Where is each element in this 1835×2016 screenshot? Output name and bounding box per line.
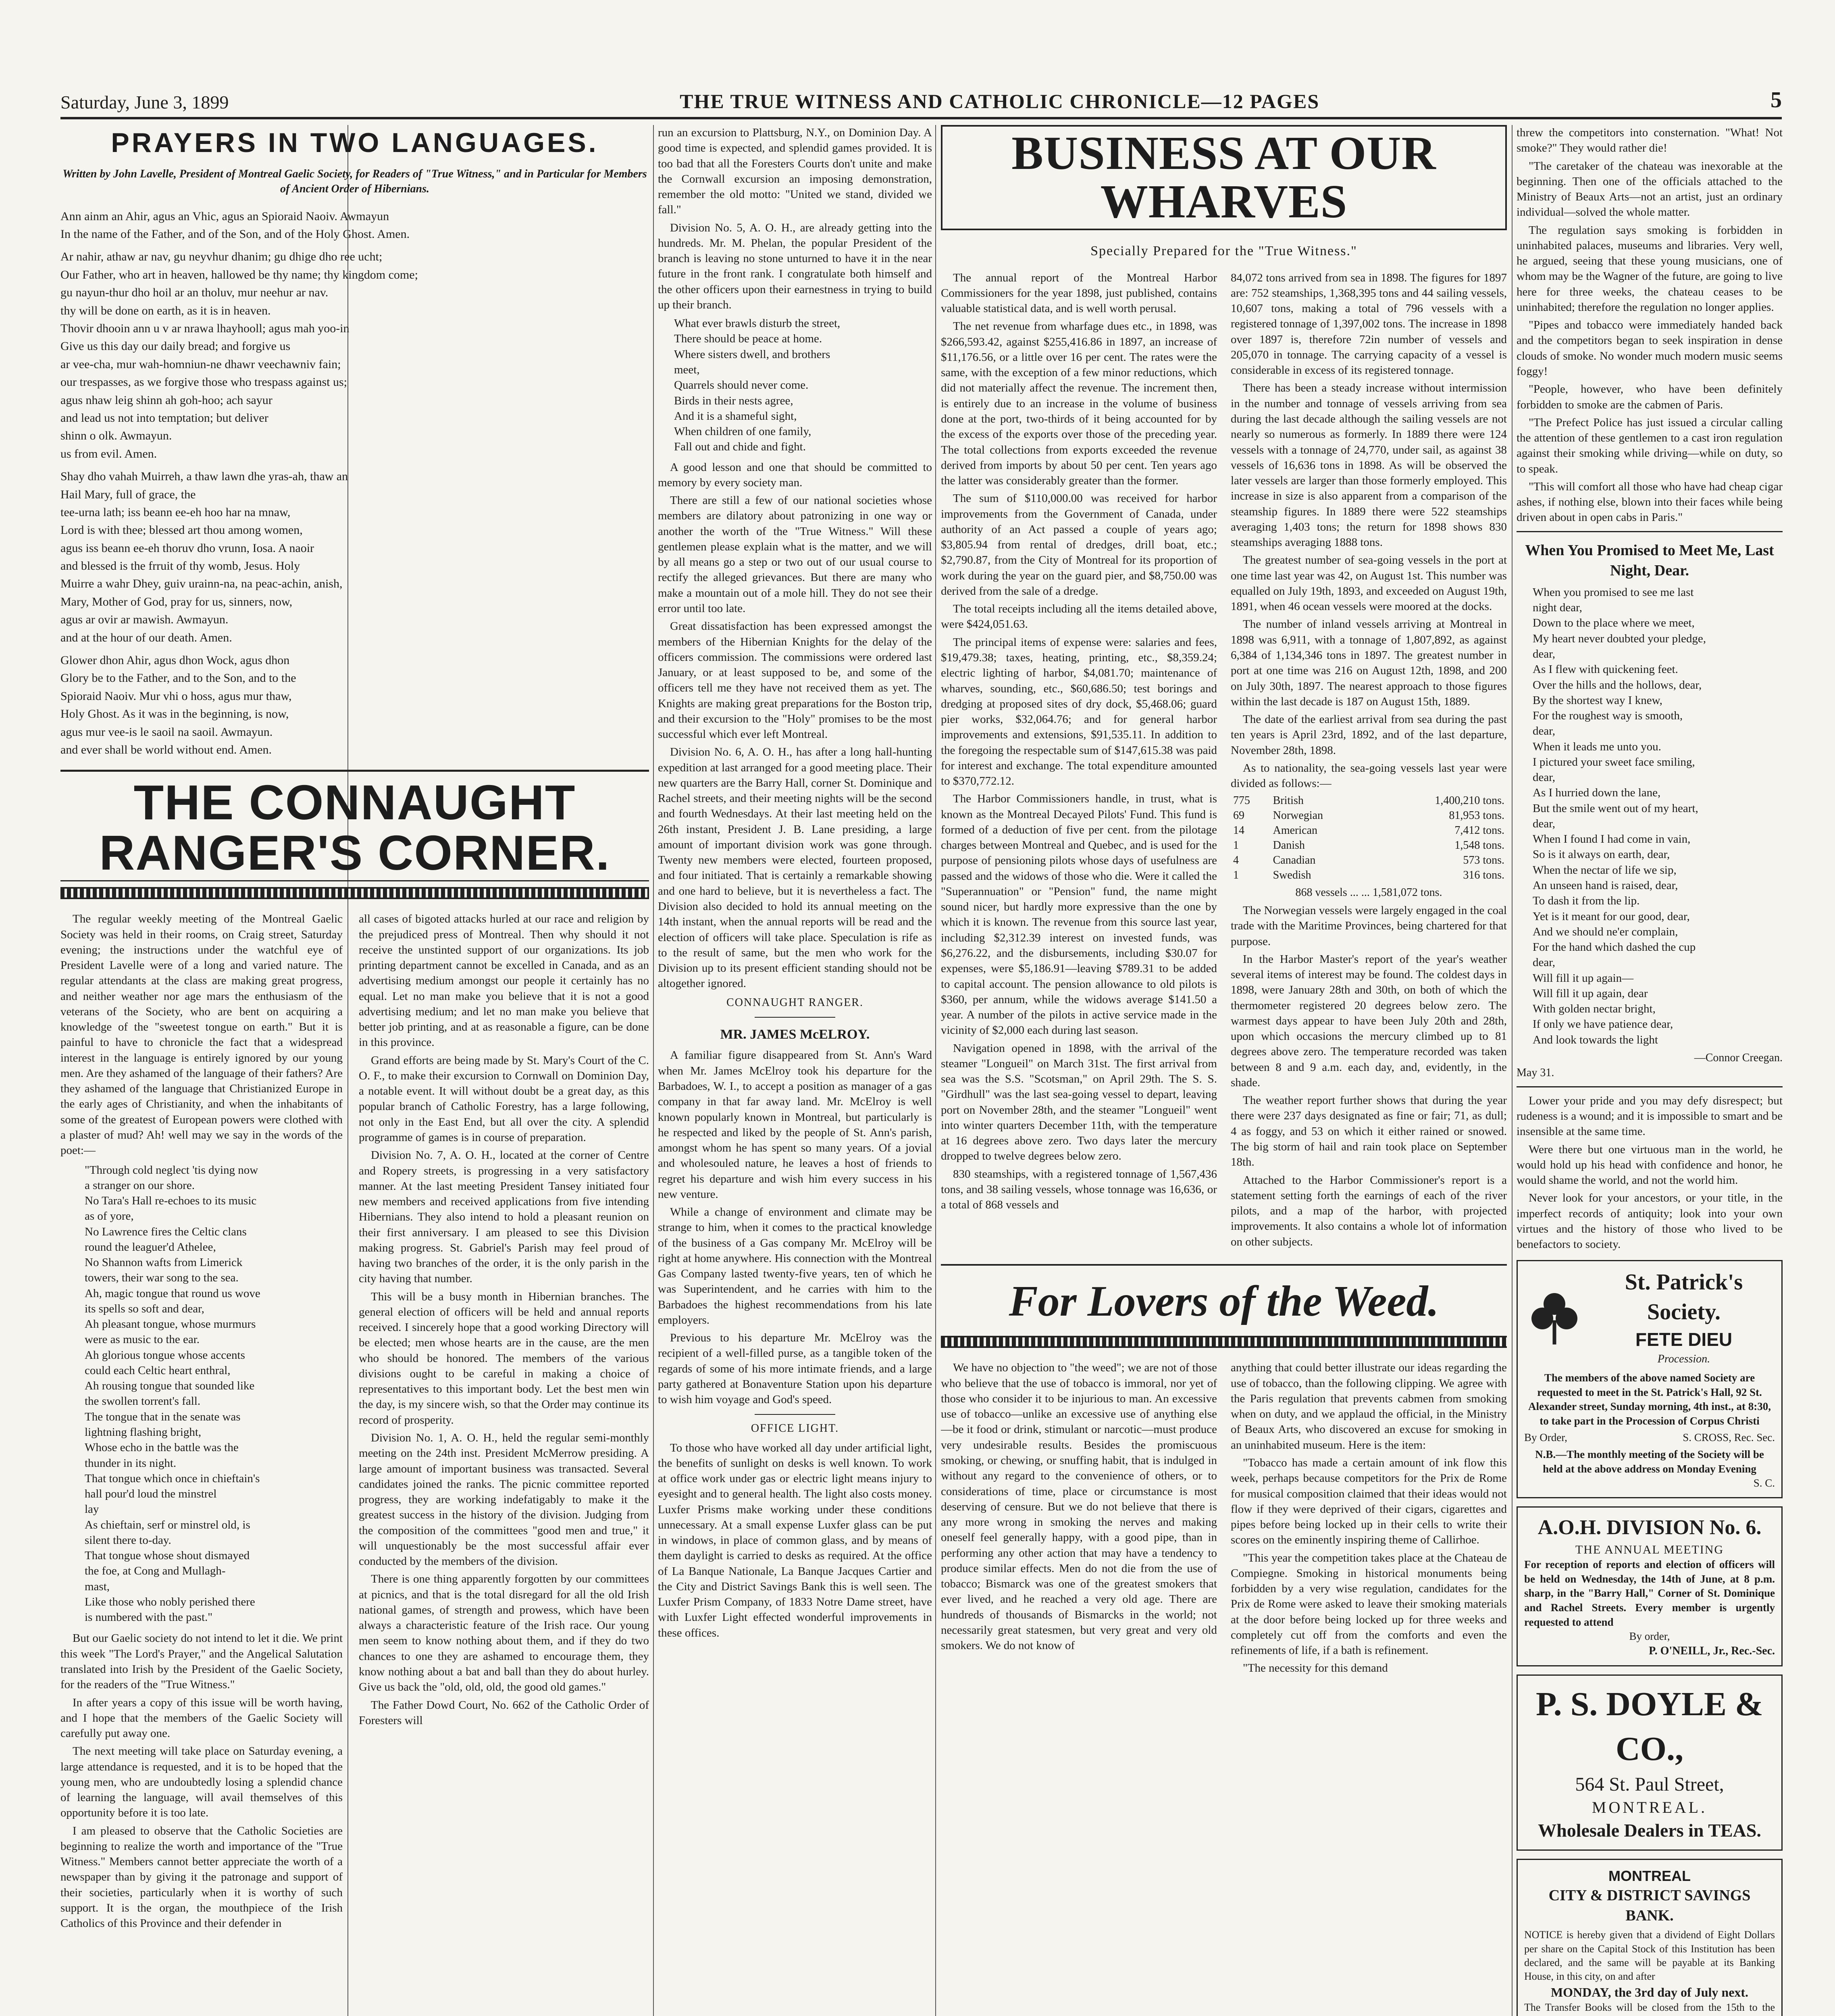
ornament-strip [60,887,649,899]
article-paragraph: A good lesson and one that should be committed to memory by every society man. [658,460,932,489]
table-cell: 7,412 tons. [1454,824,1504,837]
prayer-gaelic-line: gu nayun-thur dho hoil ar an tholuv, mur neehur ar nav. [60,286,329,300]
article-paragraph: Great dissatisfaction has been expressed amongst the members of the Hibernian Knights for the delay of the officers commission. The commissions were ordered last January, or at least supposed to be, and some of the officers tell me they have not received them as yet. The Knights are making great preparations for the Boston trip, and their excursion to the "Holy" promises to be the most successful which ever left Montreal. [658,620,932,741]
verse-line: round the leaguer'd Athelee, [85,1240,216,1254]
verse-line: its spells so soft and dear, [85,1302,204,1315]
verse-line: As I flew with quickening feet. [1533,663,1678,676]
weed-title: For Lovers of the Weed. [1009,1277,1439,1325]
aoh-signature: P. O'NEILL, Jr., Rec.-Sec. [1649,1644,1775,1657]
verse-line: As chieftain, serf or minstrel old, is [85,1518,250,1531]
verse-block [658,316,932,454]
prayer-gaelic-line: Muirre a wahr Dhey, guiv urainn-na, na peac-achin, anish, [60,577,343,591]
shamrock-icon [1524,1287,1585,1347]
table-row [1231,793,1507,808]
article-paragraph: The weather report further shows that during the year there were 237 days designated as fine or fair; 71, as dull; 4 as foggy, and 53 on which it either rained or snowed. The big storm of hail and rain took place on September 18th. [1231,1094,1507,1169]
verse-line: dear, [1533,648,1555,661]
table-cell: 573 tons. [1463,854,1504,867]
article-paragraph: Previous to his departure Mr. McElroy was the recipient of a well-filled purse, as a tangible token of the regards of some of his more intimate friends, and a large party gathered at Bonaventure Station upon his departure to wish him voyage and God's speed. [658,1331,932,1406]
column-rule [1512,125,1513,2016]
article-paragraph: The Father Dowd Court, No. 662 of the Catholic Order of Foresters will [359,1698,649,1727]
verse-line: dear, [1533,771,1555,784]
verse-line: What ever brawls disturb the street, [674,317,841,330]
verse-line: And we should ne'er complain, [1533,925,1678,938]
prayer-gaelic-line: agus ar ovir ar mawish. Awmayun. [60,613,229,627]
verse-line: Will fill it up again— [1533,971,1634,985]
weed-right [1231,1360,1507,1678]
table-row [1231,838,1507,853]
article-paragraph: Division No. 6, A. O. H., has after a long hall-hunting expedition at last arranged for a good meeting place. Their new quarters are the Barry Hall, corner St. Dominique and Rachel streets, and their meeting nights will be the second and fourth Wednesdays. At their last meeting held on the 26th instant, President J. B. Lane presiding, a large amount of important division work was gone through. Twenty new members were elected, fourteen proposed, and four initiated. That is certainly a remarkable showing and one hard to believe, but it is nevertheless a fact. The Division also decided to hold its annual meeting on the 14th instant, when the annual reports will be read and the election of officers will take place. Speculation is rife as to the result of same, but the men who work for the Division up to its present efficient standing should not be altogether ignored. [658,746,932,990]
article-paragraph: "Tobacco has made a certain amount of ink flow this week, perhaps because competitors for the Prix de Rome for musical composition claimed that their ideas would not flow if they were deprived of their cigars, cigarettes and pipes before being locked up in their cells to write their scores on the eminently inspiring theme of Callirhoe. [1231,1456,1507,1547]
wharves-right [1231,270,1507,1252]
verse-line: And look towards the light [1533,1033,1658,1046]
table-cell: Swedish [1273,869,1311,882]
article-paragraph: There is one thing apparently forgotten by our committees at picnics, and that is the total disregard for all the old Irish national games, of strength and prowess, which have been always a characteristic feature of the Irish race. Our young men seem to know nothing about them, and if they do two chances to one they are ashamed to encourage them, they know nothing about a bat and ball than they do about hurley. Give us back the "old, old, old, the good old games." [359,1572,649,1694]
verse-line: hall pour'd loud the minstrel [85,1487,217,1501]
column-rule [653,125,654,2016]
doyle-name: P. S. DOYLE & CO., [1535,1685,1763,1768]
verse-line: Where sisters dwell, and brothers [674,348,830,361]
prayers-byline: Written by John Lavelle, President of Montreal Gaelic Society, for Readers of "True Witness," and in Particular for Members of Ancient Order of Hibernians. [62,167,647,195]
article-paragraph: anything that could better illustrate our ideas regarding the use of tobacco, than the following clipping. We agree with the Paris regulation that prevents cabmen from smoking when on duty, and we applaud the official, in the Ministry of Beaux Arts, who discovered an excuse for smoking in an uninhabited museum. Here is the item: [1231,1361,1507,1452]
connaught-poem [69,1162,343,1625]
table-cell: British [1273,794,1304,807]
verse-line: By the shortest way I knew, [1533,694,1662,707]
article-paragraph: "Pipes and tobacco were immediately handed back and the competitors began to seek inspiration in dense clouds of smoke. No wonder much modern music seems foggy! [1517,319,1783,378]
paper-title: THE TRUE WITNESS AND CATHOLIC CHRONICLE—12 PAGES [680,90,1320,112]
table-cell: 81,953 tons. [1449,809,1504,822]
connaught-left [60,911,343,1933]
secretary: S. CROSS, Rec. Sec. [1683,1431,1775,1444]
table-cell: 1 [1233,839,1239,852]
prayer-english-line: and lead us not into temptation; but deliver [60,411,268,425]
table-row [1231,868,1507,883]
prayer-english-line: and ever shall be world without end. Amen. [60,743,272,756]
article-paragraph: run an excursion to Plattsburg, N.Y., on Dominion Day. A good time is expected, and splendid games provided. It is too bad that all the Foresters Courts don't unite and make the Cornwall excursion an imposing demonstration, remember the old motto: "United we stand, divided we fall." [658,126,932,217]
verse-line: a stranger on our shore. [85,1179,195,1192]
weed-left [941,1360,1217,1678]
prayer-english-line: Holy Ghost. As it was in the beginning, is now, [60,707,289,721]
bank-text: NOTICE is hereby given that a dividend of Eight Dollars per share on the Capital Stock of this Institution has been declared, and the same will be payable at its Banking House, in this city, on and after [1524,1929,1775,1983]
society-name: St. Patrick's Society. [1625,1270,1743,1325]
bank-text2: The Transfer Books will be closed from the 15th to the [1524,2001,1775,2013]
poem-title: When You Promised to Meet Me, Last Night, Dear. [1525,541,1774,579]
verse-line: the swollen torrent's fall. [85,1395,201,1408]
article-paragraph: "This year the competition takes place at the Chateau de Compiegne. Smoking in historical monuments being forbidden by a very wise regulation, candidates for the Prix de Rome were asked to leave their smoking materials at the door before being locked up for three weeks and completely cut off from the comforts and even the refinements of life, if a bath is refinement. [1231,1551,1507,1657]
verse-line: Birds in their nests agree, [674,394,793,407]
verse-line: If only we have patience dear, [1533,1018,1673,1031]
verse-line: is numbered with the past." [85,1611,213,1624]
verse-line: When the nectar of life we sip, [1533,863,1677,877]
verse-line: For the hand which dashed the cup [1533,941,1696,954]
nationality-table [1231,793,1507,883]
table-cell: Norwegian [1273,809,1323,822]
article-paragraph: all cases of bigoted attacks hurled at our race and religion by the prejudiced press of Montreal. Then why should it not receive the unstinted support of our organizations. Its job printing department cannot be excelled in Canada, and as an advertising medium amongst our people it certainly has no equal. Let no man make you believe that it is not a good advertising medium; and let no man make you believe that better job printing, and at as reasonable a figure, can be done in this province. [359,912,649,1049]
article-paragraph: To those who have worked all day under artificial light, the benefits of sunlight on desks is well known. To work at office work under gas or electric light means injury to eyesight and to general health. The light also costs money. Luxfer Prisms make working under these conditions unnecessary. At a small expense Luxfer glass can be put in windows, in place of common glass, and by means of them daylight is carried to desks as required. At the office of La Banque Nationale, La Banque Jacques Cartier and the City and District Savings Bank this is well seen. The Luxfer Prism Company, of 1833 Notre Dame street, have with Luxfer Light effected wonderful improvements in these offices. [658,1441,932,1639]
verse-line: Fall out and chide and fight. [674,440,806,454]
bank-date: MONDAY, the 3rd day of July next. [1550,1985,1749,1999]
prayer-gaelic-line: tee-urna lath; iss beann ee-eh hoo har na mnaw, [60,505,291,519]
st-patricks-ad [1517,1260,1783,1498]
verse-line: I pictured your sweet face smiling, [1533,755,1695,768]
prayer-gaelic-line: ar vee-cha, mur wah-homniun-ne dhawr veechawniv fain; [60,357,341,371]
article-paragraph: 84,072 tons arrived from sea in 1898. The figures for 1897 are: 752 steamships, 1,368,395 tons and 44 sailing vessels, 10,607 tons, making a total of 796 vessels with a registered tonnage of 1,397,002 tons. The increase in 1898 over 1897 is, therefore 72in number of vessels and 205,070 in tonnage. The carrying capacity of a vessel is considerable in excess of its registered tonnage. [1231,271,1507,377]
doyle-ad [1517,1674,1783,1851]
verse-line: No Tara's Hall re-echoes to its music [85,1194,257,1208]
article-paragraph: Lower your pride and you may defy disrespect; but rudeness is a wound; and it is impossible to smart and be insensible at the same time. [1517,1094,1783,1138]
verse-line: were as music to the ear. [85,1333,200,1346]
table-cell: Canadian [1273,854,1316,867]
left-block [60,125,649,2016]
prayer-english-line: Hail Mary, full of grace, the [60,487,196,501]
verse-line: Quarrels should never come. [674,379,809,392]
article-paragraph: Never look for your ancestors, or your title, in the imperfect records of antiquity; look into your own virtues and the history of those who lived to be benefactors to society. [1517,1191,1783,1251]
verse-line: No Shannon wafts from Limerick [85,1256,243,1269]
article-paragraph: In after years a copy of this issue will be worth having, and I hope that the members of the Gaelic Society will carefully put away one. [60,1696,343,1740]
prayer-english-line: Mary, Mother of God, pray for us, sinners, now, [60,595,293,608]
verse-line: Whose echo in the battle was the [85,1441,239,1454]
verse-line: as of yore, [85,1210,134,1223]
article-paragraph: I am pleased to observe that the Catholic Societies are beginning to realize the worth and importance of the "True Witness." Members cannot better appreciate the worth of a newspaper than by giving it the patronage and support of their societies, particularly when it is worthy of such support. It is the organ, the mouthpiece of the Irish Catholics of this Province and their defender in [60,1824,343,1930]
table-cell: Danish [1273,839,1305,852]
article-paragraph: The sum of $110,000.00 was received for harbor improvements from the Government of Canada, under authority of an Act passed a couple of years ago; $3,805.94 from rental of dredges, drill boat, etc.; $2,790.87, from the City of Montreal for its proportion of work during the year on the guard pier, and $8,750.00 was derived from the sale of a dredge. [941,492,1217,598]
issue-date: Saturday, June 3, 1899 [60,92,229,112]
article-paragraph: There are still a few of our national societies whose members are dilatory about patronizing in one way or another the worth of the "True Witness." Will these gentlemen please explain what is the matter, and we will by all means go a step or two out of our usual course to rectify the alleged grievances. But there are many who make a mountain out of a mole hill. They do not see their error until too late. [658,494,932,615]
prayer-gaelic-line: shinn o olk. Awmayun. [60,429,172,443]
prayer-gaelic-line: agus nhaw leig shinn ah goh-hoo; ach sayur [60,393,273,407]
prayer-english-line: Lord is with thee; blessed art thou among women, [60,523,303,537]
prayer-english-line: Give us this day our daily bread; and forgive us [60,339,291,353]
article-paragraph: As to nationality, the sea-going vessels last year were divided as follows:— [1231,761,1507,790]
table-row [1231,823,1507,838]
article-paragraph: Division No. 7, A. O. H., located at the corner of Centre and Ropery streets, is progressing in a very satisfactory manner. At the last meeting President Tansey initiated four new members and received applications from five intending Hibernians. They also intend to hold a pleasant reunion on their first anniversary. I am pleased to see this Division making progress. St. Gabriel's Parish may feel proud of having two branches of the order, it is the only parish in the city having that number. [359,1149,649,1285]
wharves-subtitle: Specially Prepared for the "True Witness." [1090,243,1357,258]
connaught-title: THE CONNAUGHT RANGER'S CORNER. [99,775,610,880]
article-paragraph: But our Gaelic society do not intend to let it die. We print this week "The Lord's Prayer," and the Angelical Salutation translated into Irish by the President of the Gaelic Society, for the readers of the "True Witness." [60,1632,343,1691]
verse-line: Ah glorious tongue whose accents [85,1348,245,1362]
doyle-line: Wholesale Dealers in TEAS. [1538,1820,1761,1841]
prayer-lines [60,209,649,758]
prayer-gaelic-line: agus iss beann ee-eh thoruv dho vrunn, Iosa. A naoir [60,541,314,555]
prayer-english-line: In the name of the Father, and of the Son, and of the Holy Ghost. Amen. [60,227,410,241]
article-paragraph: Were there but one virtuous man in the world, he would hold up his head with confidence and honor, he would shame the world, and not the world him. [1517,1143,1783,1187]
column-rule [935,125,936,2016]
verse-line: When it leads me unto you. [1533,740,1661,753]
article-paragraph: The regulation says smoking is forbidden in uninhabited palaces, museums and libraries. Very well, he argued, seeing that these young musicians, one of whom may be the Wagner of the future, are going to live here for three weeks, the chateau ceases to be uninhabited; therefore the regulation no longer applies. [1517,223,1783,314]
article-paragraph: This will be a busy month in Hibernian branches. The general election of officers will be held and annual reports received. I sincerely hope that a good working Directory will be elected; men whose hearts are in the cause, are the men who should be honored. The members of the various divisions ought to be careful in making a choice of representatives to this important body. Let the best men win the day, is my sincere wish, so that the Order may continue its record of prosperity. [359,1290,649,1427]
obituary-title: MR. JAMES McELROY. [720,1027,870,1042]
table-cell: 775 [1233,794,1250,807]
article-paragraph: The regular weekly meeting of the Montreal Gaelic Society was held in their rooms, on Craig street, Saturday evening; the instructions under the watchful eye of President Lavelle were of a long and varied nature. The regular attendants at the class are making great progress, and neither weather nor age mars the enthusiasm of the veterans of the Society, who are bent on acquiring a knowledge of the "sweetest tongue on earth." But it is painful to have to chronicle the fact that a widespread interest in the language is entirely ignored by our young men. Are they ashamed of the language of their fathers? Are they ashamed of the language that Christianized Europe in the early ages of Christianity, and when the inhabitants of some of the greatest of European powers were clothed with a plaster of mud? Ah! well may we say in the words of the poet:— [60,912,343,1157]
verse-line: silent there to-day. [85,1533,171,1547]
table-cell: American [1273,824,1317,837]
verse-line: towers, their war song to the sea. [85,1271,239,1285]
article-paragraph: threw the competitors into consternation. "What! Not smoke?" They would rather die! [1517,126,1783,155]
page-number: 5 [1771,87,1782,112]
article-paragraph: "The Prefect Police has just issued a circular calling the attention of these gentlemen to a cast iron regulation against their smoking while driving—while on duty, so to speak. [1517,416,1783,475]
ornament-strip [941,1336,1507,1348]
verse-line: When I found I had come in vain, [1533,833,1691,846]
article-paragraph: "The caretaker of the chateau was inexorable at the beginning. Then one of the officials attached to the Ministry of Beaux Arts—not an artist, just an ordinary individual—solved the whole matter. [1517,159,1783,219]
verse-line: Ah pleasant tongue, whose murmurs [85,1318,256,1331]
verse-line: lay [85,1503,99,1516]
prayer-english-line: thy will be done on earth, as it is in heaven. [60,304,271,317]
article-paragraph: In the Harbor Master's report of the year's weather several items of interest may be found. The coldest days in 1898, were January 28th and 30th, on both of which the thermometer registered 20 degrees below zero. The warmest days appear to have been July 20th and 28th, upon which occasions the mercury climbed up to 81 degrees above zero. The temperature recorded was taken between 8 and 9 a.m. each day, and, evidently, in the shade. [1231,952,1507,1089]
aoh-order: By order, [1629,1630,1670,1643]
verse-line: Down to the place where we meet, [1533,616,1695,630]
prayer-gaelic-line: Spioraid Naoiv. Mur vhi o hoss, agus mur thaw, [60,689,292,703]
verse-line: could each Celtic heart enthral, [85,1364,231,1377]
verse-line: For the roughest way is smooth, [1533,709,1683,723]
table-cell: 1,548 tons. [1454,839,1504,852]
verse-line: And it is a shameful sight, [674,409,797,423]
prayer-english-line: and at the hour of our death. Amen. [60,631,232,644]
aoh-text: For reception of reports and election of officers will be held on Wednesday, the 14th of June, at 8 p.m. sharp, in the "Barry Hall," Corner of St. Dominique and Rachel Streets. Every member is urgently requested to attend [1524,1558,1775,1628]
verse-line: No Lawrence fires the Celtic clans [85,1225,247,1238]
ad-text: The members of the above named Society are requested to meet in the St. Patrick's Hall, 92 St. Alexander street, Sunday morning, 4th inst., at 8:30, to take part in the Procession of Corpus Christi [1528,1371,1771,1427]
connaught-right [359,911,649,1933]
article-paragraph: "This will comfort all those who have had cheap cigar ashes, if nothing else, blown into their faces while being driven about in open cabs in Paris." [1517,480,1783,524]
bank-ad [1517,1859,1783,2016]
prayer-gaelic-line: Thovir dhooin ann u v ar nrawa lhayhooll; agus mah yoo-in [60,322,350,335]
ad-signature: S. C. [1753,1477,1775,1489]
aoh-subtitle: THE ANNUAL MEETING [1575,1543,1724,1556]
table-cell: 69 [1233,809,1244,822]
fete-dieu: FETE DIEU [1635,1329,1733,1350]
article-paragraph: The net revenue from wharfage dues etc., in 1898, was $266,593.42, against $255,416.86 in 1897, an increase of $11,176.56, or a little over 16 per cent. The rates were the same, with the exception of a few minor reductions, which did not materially affect the revenue. The increment then, is entirely due to an increase in the volume of business done at the port, two-thirds of it being accounted for by the excess of the exports over those of the preceding year. The total collections from exports exceeded the revenue derived from imports by about 50 per cent. Ten years ago the latter was considerably greater than the former. [941,320,1217,487]
verse-line: Ah rousing tongue that sounded like [85,1379,255,1393]
prayer-english-line: and blessed is the frruit of thy womb, Jesus. Holy [60,559,300,573]
prayer-english-line: us from evil. Amen. [60,447,157,460]
doyle-address: 564 St. Paul Street, [1575,1773,1724,1795]
verse-line: Will fill it up again, dear [1533,987,1648,1000]
verse-line: Ah, magic tongue that round us wove [85,1287,260,1300]
table-cell: 316 tons. [1463,869,1504,882]
verse-line: That tongue whose shout dismayed [85,1549,250,1562]
by-order: By Order, [1524,1431,1567,1444]
columns-4-5 [941,125,1507,2016]
verse-line: dear, [1533,725,1555,738]
article-paragraph: The next meeting will take place on Saturday evening, a large attendance is requested, and it is to be hoped that the young men, who are undoubtedly losing a splendid chance of learning the language, will avail themselves of this opportunity before it is too late. [60,1745,343,1820]
masthead [60,81,1782,119]
wharves-title: BUSINESS AT OUR WHARVES [1011,127,1436,228]
office-light-title: OFFICE LIGHT. [751,1422,839,1435]
article-paragraph: A familiar figure disappeared from St. Ann's Ward when Mr. James McElroy took his departure for the Barbadoes, W. I., to accept a position as manager of a gas company in that far away land. Mr. McElroy is well known popularly known in Montreal, but particularly is he respected and liked by the people of St. Ann's parish, amongst whom he has spent so many years. Of a jovial and wholesouled nature, he leaves a host of friends to regret his departure and wish him every success in his new venture. [658,1049,932,1201]
verse-line: night dear, [1533,601,1582,614]
verse-line: With golden nectar bright, [1533,1002,1656,1016]
verse-line: thunder in its night. [85,1456,177,1470]
article-paragraph: The number of inland vessels arriving at Montreal in 1898 was 6,911, with a tonnage of 1,807,892, as against 6,384 of 1,134,346 tons in 1897. The greatest number in port at one time was 216 on August 12th, 1898, and 200 on July 30th, 1897. The nearest approach to those figures within the last decade is 187 on August 15th, 1889. [1231,618,1507,708]
prayer-gaelic-line: Glower dhon Ahir, agus dhon Wock, agus dhon [60,654,290,667]
article-paragraph: Attached to the Harbor Commissioner's report is a statement setting forth the earnings of each of the river pilots, and a map of the harbor, with projected improvements. It also contains a whole lot of information on other subjects. [1231,1173,1507,1248]
article-paragraph: The total receipts including all the items detailed above, were $424,051.63. [941,602,1217,631]
article-paragraph: The date of the earliest arrival from sea during the past ten years is April 23rd, 1892, and of the last departure, November 28th, 1898. [1231,713,1507,757]
prayer-english-line: Our Father, who art in heaven, hallowed be thy name; thy kingdom come; [60,268,418,281]
article-paragraph: Navigation opened in 1898, with the arrival of the steamer "Longueil" on March 31st. The first arrival from sea was the S.S. "Scotsman," on April 29th. The S. S. "Girdhull" was the last sea-going vessel to depart, leaving port on November 28th, and the steamer "Longueil" went into winter quarters December 11th, with the temperature at 16 degrees above zero. Two days later the mercury dropped to twelve degrees below zero. [941,1041,1217,1163]
aoh-ad [1517,1506,1783,1666]
verse-line: When you promised to see me last [1533,585,1694,599]
verse-line: Over the hills and the hollows, dear, [1533,678,1702,691]
nationality-total: 868 vessels ... ... 1,581,072 tons. [1295,886,1442,899]
poem-date: May 31. [1517,1066,1554,1079]
verse-line: So is it always on earth, dear, [1533,848,1670,861]
article-paragraph: The Harbor Commissioners handle, in trust, what is known as the Montreal Decayed Pilots' Fund. This fund is formed of a deduction of five per cent. from the pilotage charges between Montreal and Quebec, and is used for the purpose of pensioning pilots whose days of usefulness are passed and the widows of those who die. Were it called the "Superannuation" or "Pension" fund, the name might sound nicer, but hardly more expressive than the one by which it is known. The revenue from this source last year, including $2,312.39 interest on invested funds, was $6,276.22, and the disbursements, including $30.07 for expenses, were $5,186.91—leaving $789.31 to be added to capital account. The pension allowance to old pilots is $360, per annum, while the widows average $141.50 a year. A number of the pilots in active service made in the vicinity of $2,000 each during last season. [941,792,1217,1037]
verse-line: Like those who nobly perished there [85,1595,255,1608]
article-paragraph: The principal items of expense were: salaries and fees, $19,479.38; taxes, heating, printing, etc., $8,359.24; electric lighting of harbor, $4,081.70; maintenance of wharves, sounding, etc., $60,686.50; test borings and dredging at proposed sites of dry dock, $5,468.06; guard pier works, $32,064.76; and for general harbor improvements and extensions, $91,535.11. In addition to the foregoing the respectable sum of $147,615.38 was paid for interest and exchange. The total expenditure amounted to $370,772.12. [941,635,1217,788]
article-paragraph: The annual report of the Montreal Harbor Commissioners for the year 1898, just published, contains valuable statistical data, and is well worth perusal. [941,271,1217,315]
table-cell: 1 [1233,869,1239,882]
verse-line: There should be peace at home. [674,332,822,346]
article-paragraph: The greatest number of sea-going vessels in the port at one time last year was 42, on August 1st. This number was equalled on July 19th, 1893, and exceeded on August 19th, 1891, when 46 ocean vessels were moored at the docks. [1231,554,1507,613]
verse-line: "Through cold neglect 'tis dying now [85,1163,258,1177]
verse-line: The tongue that in the senate was [85,1410,241,1423]
prayers-title: PRAYERS IN TWO LANGUAGES. [111,127,599,158]
article-paragraph: While a change of environment and climate may be strange to him, when it comes to the practical knowledge of the business of a Gas company Mr. McElroy will be right at home anywhere. His connection with the Montreal Gas Company lasted twenty-five years, ten of which he was Superintendent, and he carries with him to the Barbadoes the highest recommendations from his late employers. [658,1206,932,1327]
bank-head1: MONTREAL [1608,1867,1691,1884]
article-paragraph: Grand efforts are being made by St. Mary's Court of the C. O. F., to make their excursion to Cornwall on Dominion Day, a notable event. It will without doubt be a great day, as this popular branch of Catholic Forestry, has a large following, not only in the East End, but all over the city. A splendid programme of games is in course of preparation. [359,1054,649,1144]
column-3 [658,125,932,2016]
prayer-english-line: our trespasses, as we forgive those who trespass against us; [60,375,347,389]
prayer-english-line: Glory be to the Father, and to the Son, and to the [60,671,296,685]
verse-line: When children of one family, [674,425,811,438]
article-paragraph: Division No. 1, A. O. H., held the regular semi-monthly meeting on the 24th inst. President McMerrow presiding. A large amount of important business was transacted. Several candidates joined the ranks. The picnic committee reported progress, they are working indefatigably to make it the greatest success in the history of the division. Judging from the composition of the committees "good men and true," it will unquestionably be the most successful affair ever conducted by the members of the division. [359,1431,649,1568]
verse-line: My heart never doubted your pledge, [1533,632,1706,645]
article-paragraph: 830 steamships, with a registered tonnage of 1,567,436 tons, and 38 sailing vessels, whose tonnage was 16,636, or a total of 868 vessels and [941,1167,1217,1212]
verse-line: But the smile went out of my heart, [1533,802,1698,815]
article-paragraph: "The necessity for this demand [1243,1662,1388,1675]
ad-note: N.B.—The monthly meeting of the Society will be held at the above address on Monday Evening [1535,1448,1764,1475]
article-paragraph: The Norwegian vessels were largely engaged in the coal trade with the Maritime Provinces, being chartered for that purpose. [1231,904,1507,948]
article-paragraph: There has been a steady increase without intermission in the number and tonnage of vessels arriving from sea during the last decade although the sailing vessels are not nearly so numerous as formerly. In 1889 there were 124 vessels with a tonnage of 24,770, under sail, as against 38 vessels of 16,636 tons in 1898. As will be observed the later vessels are larger than those formerly employed. This increase in size is also apparent from a comparison of the steamship figures. In 1889 there were 522 steamships averaging 1,403 tons; the return for 1898 shows 830 steamships averaging 1888 tons. [1231,381,1507,549]
article-paragraph: Division No. 5, A. O. H., are already getting into the hundreds. Mr. M. Phelan, the popular President of the branch is leaving no stone unturned to have it in the near future in the front rank. I congratulate both himself and the other officers upon their earnestness in trying to build up their branch. [658,221,932,311]
verse-line: the foe, at Cong and Mullagh- [85,1564,226,1578]
article-paragraph: "People, however, who have been definitely forbidden to smoke are the cabmen of Paris. [1517,383,1783,411]
column-6 [1517,125,1783,2016]
poem-verse [1517,585,1783,1048]
prayer-gaelic-line: Ar nahir, athaw ar nav, gu neyvhur dhanim; gu dhige dho ree ucht; [60,250,383,264]
verse-line: dear, [1533,817,1555,830]
verse-line: Yet is it meant for our good, dear, [1533,910,1690,923]
table-row [1231,853,1507,868]
prayer-gaelic-line: Ann ainm an Ahir, agus an Vhic, agus an Spioraid Naoiv. Awmayun [60,209,389,223]
poem-author: —Connor Creegan. [1694,1051,1783,1064]
table-row [1231,808,1507,823]
verse-line: meet, [674,363,700,376]
bank-head2: CITY & DISTRICT SAVINGS BANK. [1548,1887,1751,1924]
verse-line: As I hurried down the lane, [1533,786,1661,800]
verse-line: dear, [1533,956,1555,969]
wharves-left [941,270,1217,1252]
verse-line: lightning flashing bright, [85,1426,202,1439]
verse-line: mast, [85,1580,110,1593]
verse-line: To dash it from the lip. [1533,894,1640,908]
article-paragraph: We have no objection to "the weed"; we are not of those who believe that the use of tobacco is immoral, nor yet of those who consider it to be injurious to man. An excessive use of tobacco—unlike an excessive use of anything else—be it food or drink, stimulant or narcotic—must produce very undesirable results. Besides the promiscuous smoking, or chewing, or snuffing habit, that is indulged in without any regard to the convenience of others, or to considerations of time, place or circumstance is most deserving of censure. But we do not believe that there is any more wrong in smoking the nerves and making oneself feel generally happy, with a good pipe, than in performing any other action that may have a tendency to produce similar effects. Men do not die from the use of tobacco; Bismarck was one of the greatest smokers that ever lived, and he reached a very old age. There are hundreds of thousands of Bismarcks in the world; not necessarily great statesmen, but very great and very old smokers. We do not know of [941,1361,1217,1652]
aoh-title: A.O.H. DIVISION No. 6. [1537,1516,1762,1539]
prayer-gaelic-line: agus mur vee-is le saoil na saoil. Awmayun. [60,725,273,739]
verse-line: That tongue which once in chieftain's [85,1472,260,1485]
verse-line: An unseen hand is raised, dear, [1533,879,1678,892]
table-cell: 4 [1233,854,1239,867]
prayer-gaelic-line: Shay dho vahah Muirreh, a thaw lawn dhe yras-ah, thaw an [60,470,348,483]
doyle-city: MONTREAL. [1592,1798,1708,1816]
table-cell: 1,400,210 tons. [1435,794,1504,807]
procession-label: Procession. [1657,1353,1710,1366]
table-cell: 14 [1233,824,1244,837]
signoff: CONNAUGHT RANGER. [726,996,863,1009]
